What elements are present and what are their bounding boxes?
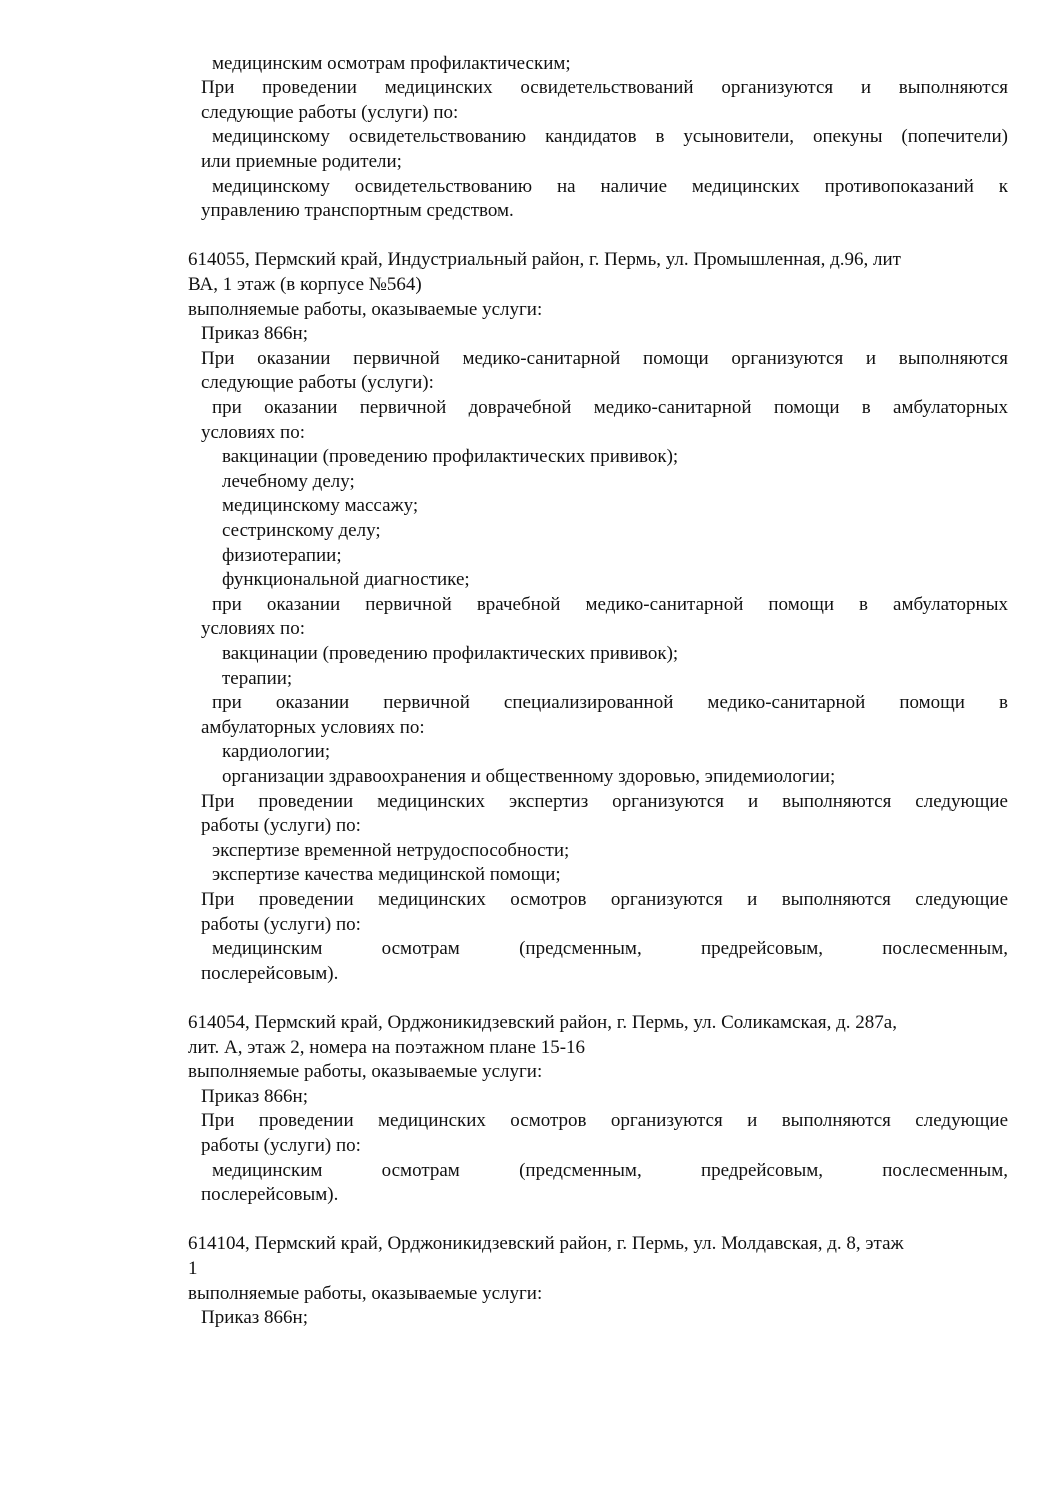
text-line: При проведении медицинских экспертиз организуются и выполняются следующие	[201, 790, 1008, 812]
text-line: работы (услуги) по:	[201, 1134, 361, 1156]
text-line: вакцинации (проведению профилактических прививок);	[222, 446, 679, 468]
text-line: кардиологии;	[222, 741, 331, 763]
text-line: ВА, 1 этаж (в корпусе №564)	[188, 273, 422, 295]
text-line: послерейсовым).	[201, 1184, 339, 1206]
services-heading: выполняемые работы, оказываемые услуги:	[188, 298, 543, 320]
order-reference: Приказ 866н;	[201, 1307, 308, 1329]
text-line: При проведении медицинских освидетельствований организуются и выполняются	[201, 77, 1008, 99]
text-line: медицинским осмотрам профилактическим;	[212, 52, 571, 74]
text-line: при оказании первичной доврачебной медико-санитарной помощи в амбулаторных	[212, 396, 1008, 418]
address-line: 614055, Пермский край, Индустриальный район, г. Пермь, ул. Промышленная, д.96, лит	[188, 249, 901, 271]
text-line: управлению транспортным средством.	[201, 200, 514, 222]
text-line: условиях по:	[201, 421, 305, 443]
text-line: следующие работы (услуги):	[201, 372, 434, 394]
text-line: При проведении медицинских осмотров организуются и выполняются следующие	[201, 1110, 1008, 1132]
services-heading: выполняемые работы, оказываемые услуги:	[188, 1282, 543, 1304]
text-line: амбулаторных условиях по:	[201, 716, 425, 738]
text-line: сестринскому делу;	[222, 519, 381, 541]
text-line: При оказании первичной медико-санитарной помощи организуются и выполняются	[201, 347, 1008, 369]
text-line: следующие работы (услуги) по:	[201, 101, 459, 123]
address-line: 614104, Пермский край, Орджоникидзевский район, г. Пермь, ул. Молдавская, д. 8, этаж	[188, 1233, 904, 1255]
order-reference: Приказ 866н;	[201, 1085, 308, 1107]
text-line: 1	[188, 1257, 198, 1279]
text-line: медицинскому освидетельствованию на наличие медицинских противопоказаний к	[212, 175, 1008, 197]
text-line: организации здравоохранения и общественному здоровью, эпидемиологии;	[222, 765, 836, 787]
text-line: условиях по:	[201, 618, 305, 640]
text-line: медицинскому освидетельствованию кандидатов в усыновители, опекуны (попечители)	[212, 126, 1008, 148]
text-line: экспертизе временной нетрудоспособности;	[212, 839, 570, 861]
text-line: вакцинации (проведению профилактических прививок);	[222, 642, 679, 664]
text-line: физиотерапии;	[222, 544, 342, 566]
text-line: работы (услуги) по:	[201, 815, 361, 837]
text-line: послерейсовым).	[201, 962, 339, 984]
text-line: лит. А, этаж 2, номера на поэтажном плане 15-16	[188, 1036, 586, 1058]
services-heading: выполняемые работы, оказываемые услуги:	[188, 1061, 543, 1083]
text-line: лечебному делу;	[222, 470, 355, 492]
text-line: экспертизе качества медицинской помощи;	[212, 864, 561, 886]
text-line: медицинскому массажу;	[222, 495, 419, 517]
text-line: при оказании первичной врачебной медико-санитарной помощи в амбулаторных	[212, 593, 1008, 615]
text-line: При проведении медицинских осмотров организуются и выполняются следующие	[201, 888, 1008, 910]
text-line: при оказании первичной специализированной медико-санитарной помощи в	[212, 692, 1008, 714]
order-reference: Приказ 866н;	[201, 323, 308, 345]
text-line: функциональной диагностике;	[222, 569, 470, 591]
text-line: или приемные родители;	[201, 150, 402, 172]
text-line: работы (услуги) по:	[201, 913, 361, 935]
text-line: терапии;	[222, 667, 293, 689]
text-line: медицинским осмотрам (предсменным, предрейсовым, послесменным,	[212, 1159, 1008, 1181]
text-line: медицинским осмотрам (предсменным, предрейсовым, послесменным,	[212, 938, 1008, 960]
address-line: 614054, Пермский край, Орджоникидзевский район, г. Пермь, ул. Соликамская, д. 287а,	[188, 1011, 897, 1033]
